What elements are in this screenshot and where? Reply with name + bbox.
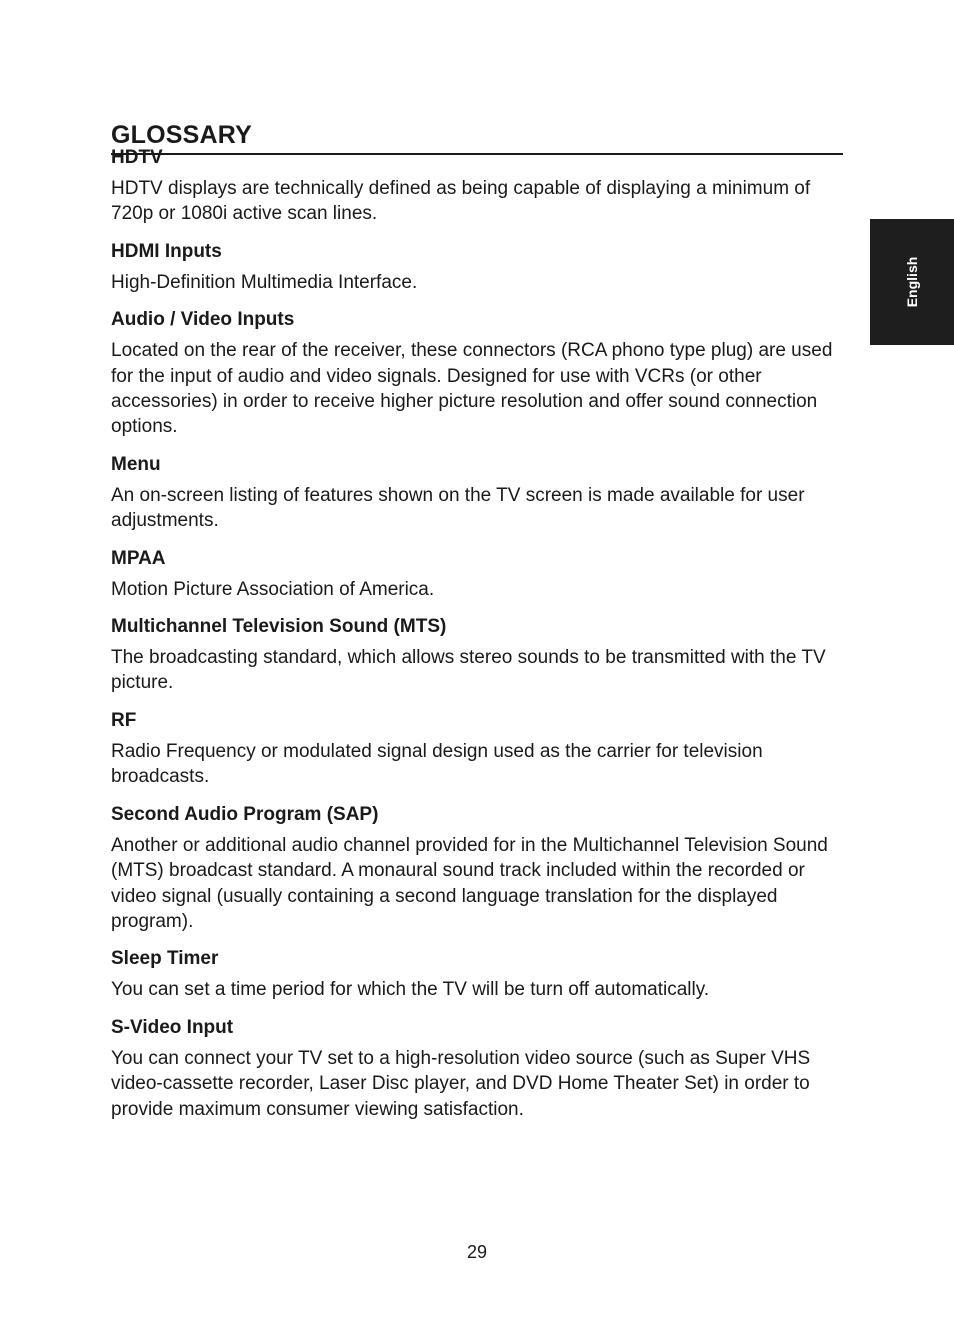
language-tab — [870, 219, 954, 345]
glossary-entry — [111, 146, 846, 227]
glossary-definition: Radio Frequency or modulated signal design used as the carrier for television broadcasts. — [111, 740, 763, 788]
glossary-entry — [111, 240, 846, 295]
glossary-entry — [111, 615, 846, 696]
glossary-definition: High-Definition Multimedia Interface. — [111, 271, 418, 293]
glossary-term: Sleep Timer — [111, 948, 219, 970]
glossary-term: MPAA — [111, 547, 166, 569]
glossary-term: HDMI Inputs — [111, 240, 222, 262]
glossary-entry — [111, 308, 846, 440]
glossary-definition: An on-screen listing of features shown on the TV screen is made available for user adjustments. — [111, 484, 805, 532]
glossary-term: Menu — [111, 453, 161, 475]
glossary-definition: HDTV displays are technically defined as being capable of displaying a minimum of 720p or 1080i active scan lines. — [111, 178, 811, 225]
language-tab-label: English — [904, 256, 920, 308]
page-number: 29 — [466, 1242, 488, 1262]
glossary-definition: You can connect your TV set to a high-resolution video source (such as Super VHS video-cassette recorder, Laser Disc player, and DVD Home Theater Set) in order to provide maximum consumer viewing satisfaction. — [111, 1047, 811, 1120]
glossary-definition: You can set a time period for which the TV will be turn off automatically. — [111, 979, 710, 1001]
glossary-definition: The broadcasting standard, which allows stereo sounds to be transmitted with the TV picture. — [111, 647, 826, 694]
glossary-term: S-Video Input — [111, 1016, 234, 1038]
glossary-term: Second Audio Program (SAP) — [111, 803, 379, 825]
glossary-entry — [111, 1016, 846, 1122]
glossary-entry — [111, 453, 846, 534]
glossary-term: Multichannel Television Sound (MTS) — [111, 616, 447, 638]
glossary-entry — [111, 947, 846, 1002]
glossary-definition: Located on the rear of the receiver, these connectors (RCA phono type plug) are used for the input of audio and video signals. Designed for use with VCRs (or other accessories) in order to receive higher picture resolution and offer sound connection options. — [111, 340, 833, 438]
glossary-term: Audio / Video Inputs — [111, 309, 295, 331]
glossary-entry — [111, 709, 846, 790]
glossary-entry — [111, 547, 846, 602]
glossary-entry — [111, 803, 846, 935]
glossary-term: RF — [111, 709, 137, 731]
glossary-definition: Motion Picture Association of America. — [111, 578, 435, 600]
glossary-definition: Another or additional audio channel provided for in the Multichannel Television Sound (MTS) broadcast standard. A monaural sound track included within the recorded or video signal (usually containing a second language translation for the displayed program). — [111, 834, 828, 932]
glossary-list — [111, 146, 846, 1135]
glossary-term: HDTV — [111, 147, 163, 168]
page-title: GLOSSARY — [111, 120, 843, 155]
